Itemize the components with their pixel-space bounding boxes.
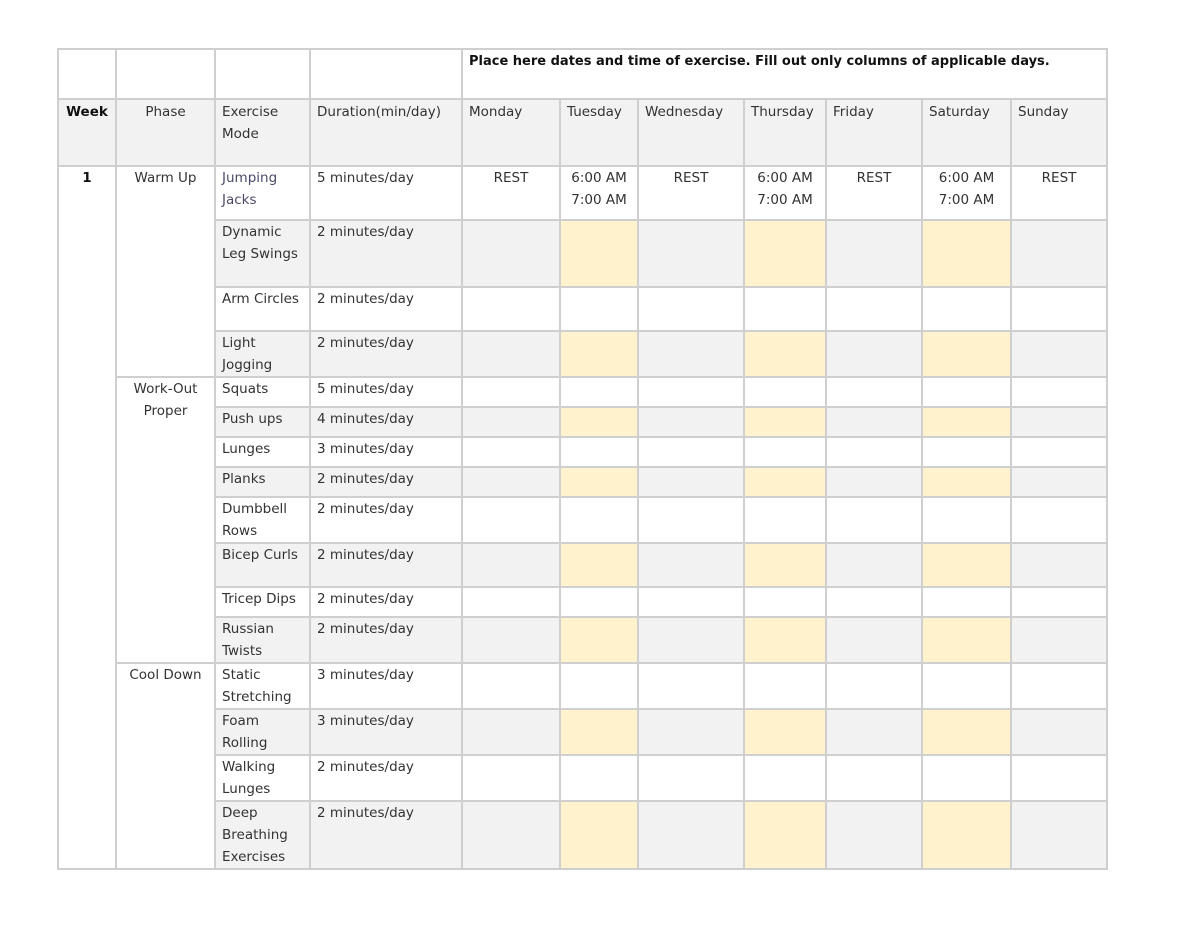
- schedule-cell-tuesday[interactable]: [560, 166, 638, 220]
- schedule-cell-tuesday[interactable]: [560, 587, 638, 617]
- exercise-name: Jumping Jacks: [215, 166, 310, 220]
- schedule-cell-tuesday[interactable]: [560, 709, 638, 755]
- schedule-cell-monday[interactable]: [462, 407, 560, 437]
- day-header-friday: Friday: [826, 99, 922, 166]
- schedule-cell-thursday[interactable]: [744, 166, 826, 220]
- schedule-cell-saturday[interactable]: [922, 801, 1011, 869]
- day-header-saturday: Saturday: [922, 99, 1011, 166]
- schedule-cell-wednesday[interactable]: [638, 543, 744, 587]
- exercise-duration: 2 minutes/day: [310, 755, 462, 801]
- schedule-cell-saturday[interactable]: [922, 663, 1011, 709]
- exercise-schedule-table: [57, 48, 1108, 870]
- exercise-row: [58, 497, 1107, 543]
- schedule-cell-wednesday[interactable]: [638, 287, 744, 331]
- schedule-cell-friday[interactable]: [826, 543, 922, 587]
- schedule-cell-thursday[interactable]: [744, 467, 826, 497]
- schedule-cell-tuesday[interactable]: [560, 331, 638, 377]
- schedule-cell-friday[interactable]: [826, 801, 922, 869]
- schedule-cell-monday[interactable]: [462, 437, 560, 467]
- start-time: 6:00 AM: [571, 170, 627, 186]
- schedule-cell-tuesday[interactable]: [560, 377, 638, 407]
- schedule-cell-thursday[interactable]: [744, 587, 826, 617]
- week-header: Week: [58, 99, 116, 166]
- exercise-duration: 5 minutes/day: [310, 377, 462, 407]
- exercise-duration: 3 minutes/day: [310, 437, 462, 467]
- schedule-cell-saturday[interactable]: [922, 587, 1011, 617]
- exercise-name: Walking Lunges: [215, 755, 310, 801]
- schedule-cell-monday[interactable]: [462, 801, 560, 869]
- phase-label: Cool Down: [116, 663, 215, 869]
- schedule-cell-friday[interactable]: [826, 617, 922, 663]
- exercise-row: [58, 331, 1107, 377]
- exercise-row: [58, 166, 1107, 220]
- exercise-row: [58, 377, 1107, 407]
- exercise-name: Lunges: [215, 437, 310, 467]
- schedule-cell-sunday[interactable]: [1011, 755, 1107, 801]
- schedule-cell-saturday[interactable]: [922, 377, 1011, 407]
- schedule-cell-sunday[interactable]: [1011, 801, 1107, 869]
- exercise-name: Tricep Dips: [215, 587, 310, 617]
- schedule-cell-sunday[interactable]: [1011, 617, 1107, 663]
- schedule-cell-thursday[interactable]: [744, 407, 826, 437]
- schedule-cell-friday[interactable]: [826, 663, 922, 709]
- exercise-duration: 2 minutes/day: [310, 587, 462, 617]
- day-header-thursday: Thursday: [744, 99, 826, 166]
- schedule-cell-saturday[interactable]: [922, 407, 1011, 437]
- schedule-cell-friday[interactable]: [826, 287, 922, 331]
- schedule-cell-tuesday[interactable]: [560, 543, 638, 587]
- schedule-cell-wednesday[interactable]: [638, 467, 744, 497]
- schedule-cell-wednesday[interactable]: [638, 663, 744, 709]
- exercise-name: Planks: [215, 467, 310, 497]
- exercise-name: Squats: [215, 377, 310, 407]
- exercise-duration: 2 minutes/day: [310, 287, 462, 331]
- exercise-name: Dynamic Leg Swings: [215, 220, 310, 287]
- schedule-cell-monday[interactable]: [462, 467, 560, 497]
- phase-label: Work-Out Proper: [116, 377, 215, 663]
- exercise-row: [58, 663, 1107, 709]
- exercise-duration: 2 minutes/day: [310, 220, 462, 287]
- schedule-cell-monday[interactable]: [462, 543, 560, 587]
- start-time: 6:00 AM: [938, 170, 995, 186]
- schedule-cell-sunday[interactable]: [1011, 497, 1107, 543]
- schedule-cell-sunday[interactable]: [1011, 663, 1107, 709]
- exercise-row: [58, 287, 1107, 331]
- exercise-name: Bicep Curls: [215, 543, 310, 587]
- week-number: 1: [58, 166, 116, 869]
- schedule-cell-tuesday[interactable]: [560, 663, 638, 709]
- exercise-row: [58, 755, 1107, 801]
- schedule-cell-tuesday[interactable]: [560, 801, 638, 869]
- exercise-duration: 4 minutes/day: [310, 407, 462, 437]
- exercise-row: [58, 220, 1107, 287]
- schedule-cell-monday[interactable]: [462, 497, 560, 543]
- schedule-cell-wednesday[interactable]: REST: [638, 166, 744, 220]
- exercise-duration: 2 minutes/day: [310, 617, 462, 663]
- duration-header: Duration(min/day): [310, 99, 462, 166]
- exercise-name: Russian Twists: [215, 617, 310, 663]
- exercise-name: Dumbbell Rows: [215, 497, 310, 543]
- exercise-duration: 2 minutes/day: [310, 801, 462, 869]
- schedule-cell-friday[interactable]: REST: [826, 166, 922, 220]
- end-time: 7:00 AM: [938, 192, 995, 208]
- schedule-cell-friday[interactable]: [826, 709, 922, 755]
- schedule-cell-wednesday[interactable]: [638, 331, 744, 377]
- schedule-cell-saturday[interactable]: [922, 467, 1011, 497]
- exercise-row: [58, 467, 1107, 497]
- exercise-duration: 2 minutes/day: [310, 497, 462, 543]
- schedule-cell-sunday[interactable]: [1011, 709, 1107, 755]
- schedule-cell-sunday[interactable]: [1011, 407, 1107, 437]
- schedule-cell-thursday[interactable]: [744, 663, 826, 709]
- schedule-cell-friday[interactable]: [826, 755, 922, 801]
- day-header-sunday: Sunday: [1011, 99, 1107, 166]
- exercise-duration: 2 minutes/day: [310, 331, 462, 377]
- schedule-cell-tuesday[interactable]: [560, 467, 638, 497]
- schedule-cell-saturday[interactable]: [922, 755, 1011, 801]
- schedule-cell-saturday[interactable]: [922, 497, 1011, 543]
- exercise-row: [58, 617, 1107, 663]
- schedule-cell-thursday[interactable]: [744, 331, 826, 377]
- exercise-name: Foam Rolling: [215, 709, 310, 755]
- schedule-cell-wednesday[interactable]: [638, 377, 744, 407]
- schedule-cell-sunday[interactable]: [1011, 543, 1107, 587]
- exercise-duration: 5 minutes/day: [310, 166, 462, 220]
- schedule-cell-tuesday[interactable]: [560, 407, 638, 437]
- schedule-cell-monday[interactable]: [462, 331, 560, 377]
- schedule-cell-tuesday[interactable]: [560, 617, 638, 663]
- schedule-cell-saturday[interactable]: [922, 331, 1011, 377]
- schedule-cell-monday[interactable]: [462, 617, 560, 663]
- schedule-cell-sunday[interactable]: [1011, 220, 1107, 287]
- exercise-duration: 2 minutes/day: [310, 543, 462, 587]
- exercise-row: [58, 709, 1107, 755]
- schedule-cell-wednesday[interactable]: [638, 407, 744, 437]
- exercise-name: Static Stretching: [215, 663, 310, 709]
- exercise-duration: 3 minutes/day: [310, 663, 462, 709]
- schedule-cell-saturday[interactable]: [922, 709, 1011, 755]
- schedule-cell-wednesday[interactable]: [638, 497, 744, 543]
- exercise-row: [58, 587, 1107, 617]
- schedule-cell-friday[interactable]: [826, 377, 922, 407]
- exercise-duration: 3 minutes/day: [310, 709, 462, 755]
- exercise-name: Light Jogging: [215, 331, 310, 377]
- schedule-cell-friday[interactable]: [826, 497, 922, 543]
- schedule-cell-thursday[interactable]: [744, 497, 826, 543]
- end-time: 7:00 AM: [757, 192, 813, 208]
- schedule-cell-monday[interactable]: [462, 220, 560, 287]
- schedule-cell-thursday[interactable]: [744, 801, 826, 869]
- schedule-cell-monday[interactable]: [462, 663, 560, 709]
- schedule-cell-monday[interactable]: [462, 587, 560, 617]
- day-header-tuesday: Tuesday: [560, 99, 638, 166]
- schedule-cell-friday[interactable]: [826, 587, 922, 617]
- schedule-cell-tuesday[interactable]: [560, 287, 638, 331]
- exercise-row: [58, 801, 1107, 869]
- schedule-cell-saturday[interactable]: [922, 617, 1011, 663]
- schedule-cell-saturday[interactable]: [922, 287, 1011, 331]
- phase-label: Warm Up: [116, 166, 215, 377]
- schedule-cell-tuesday[interactable]: [560, 220, 638, 287]
- day-header-wednesday: Wednesday: [638, 99, 744, 166]
- schedule-cell-wednesday[interactable]: [638, 220, 744, 287]
- schedule-cell-saturday[interactable]: [922, 543, 1011, 587]
- exercise-mode-header: Exercise Mode: [215, 99, 310, 166]
- schedule-cell-sunday[interactable]: [1011, 377, 1107, 407]
- schedule-cell-friday[interactable]: [826, 331, 922, 377]
- schedule-cell-thursday[interactable]: [744, 437, 826, 467]
- phase-header: Phase: [116, 99, 215, 166]
- schedule-cell-friday[interactable]: [826, 467, 922, 497]
- exercise-row: [58, 543, 1107, 587]
- schedule-cell-thursday[interactable]: [744, 287, 826, 331]
- schedule-cell-thursday[interactable]: [744, 543, 826, 587]
- exercise-name: Push ups: [215, 407, 310, 437]
- schedule-cell-sunday[interactable]: [1011, 287, 1107, 331]
- schedule-cell-thursday[interactable]: [744, 755, 826, 801]
- schedule-cell-monday[interactable]: [462, 709, 560, 755]
- exercise-name: Deep Breathing Exercises: [215, 801, 310, 869]
- schedule-cell-wednesday[interactable]: [638, 801, 744, 869]
- schedule-cell-wednesday[interactable]: [638, 437, 744, 467]
- schedule-cell-saturday[interactable]: [922, 166, 1011, 220]
- schedule-cell-thursday[interactable]: [744, 709, 826, 755]
- exercise-row: [58, 437, 1107, 467]
- schedule-cell-wednesday[interactable]: [638, 709, 744, 755]
- exercise-row: [58, 407, 1107, 437]
- schedule-cell-wednesday[interactable]: [638, 587, 744, 617]
- schedule-cell-tuesday[interactable]: [560, 497, 638, 543]
- header-row: [58, 99, 1107, 166]
- instruction-row: [58, 49, 1107, 99]
- exercise-duration: 2 minutes/day: [310, 467, 462, 497]
- schedule-cell-wednesday[interactable]: [638, 755, 744, 801]
- instruction-note: Place here dates and time of exercise. Fill out only columns of applicable days.: [462, 49, 1107, 99]
- schedule-cell-friday[interactable]: [826, 437, 922, 467]
- day-header-monday: Monday: [462, 99, 560, 166]
- schedule-cell-thursday[interactable]: [744, 377, 826, 407]
- schedule-cell-monday[interactable]: [462, 287, 560, 331]
- start-time: 6:00 AM: [757, 170, 813, 186]
- schedule-cell-sunday[interactable]: [1011, 587, 1107, 617]
- schedule-cell-sunday[interactable]: [1011, 437, 1107, 467]
- schedule-cell-saturday[interactable]: [922, 437, 1011, 467]
- schedule-cell-monday[interactable]: [462, 377, 560, 407]
- schedule-cell-friday[interactable]: [826, 407, 922, 437]
- schedule-cell-tuesday[interactable]: [560, 755, 638, 801]
- schedule-cell-wednesday[interactable]: [638, 617, 744, 663]
- schedule-cell-monday[interactable]: [462, 755, 560, 801]
- schedule-cell-friday[interactable]: [826, 220, 922, 287]
- schedule-cell-saturday[interactable]: [922, 220, 1011, 287]
- schedule-cell-tuesday[interactable]: [560, 437, 638, 467]
- schedule-cell-sunday[interactable]: [1011, 331, 1107, 377]
- schedule-cell-monday[interactable]: REST: [462, 166, 560, 220]
- schedule-cell-thursday[interactable]: [744, 220, 826, 287]
- schedule-cell-sunday[interactable]: REST: [1011, 166, 1107, 220]
- exercise-name: Arm Circles: [215, 287, 310, 331]
- end-time: 7:00 AM: [571, 192, 627, 208]
- schedule-cell-thursday[interactable]: [744, 617, 826, 663]
- schedule-cell-sunday[interactable]: [1011, 467, 1107, 497]
